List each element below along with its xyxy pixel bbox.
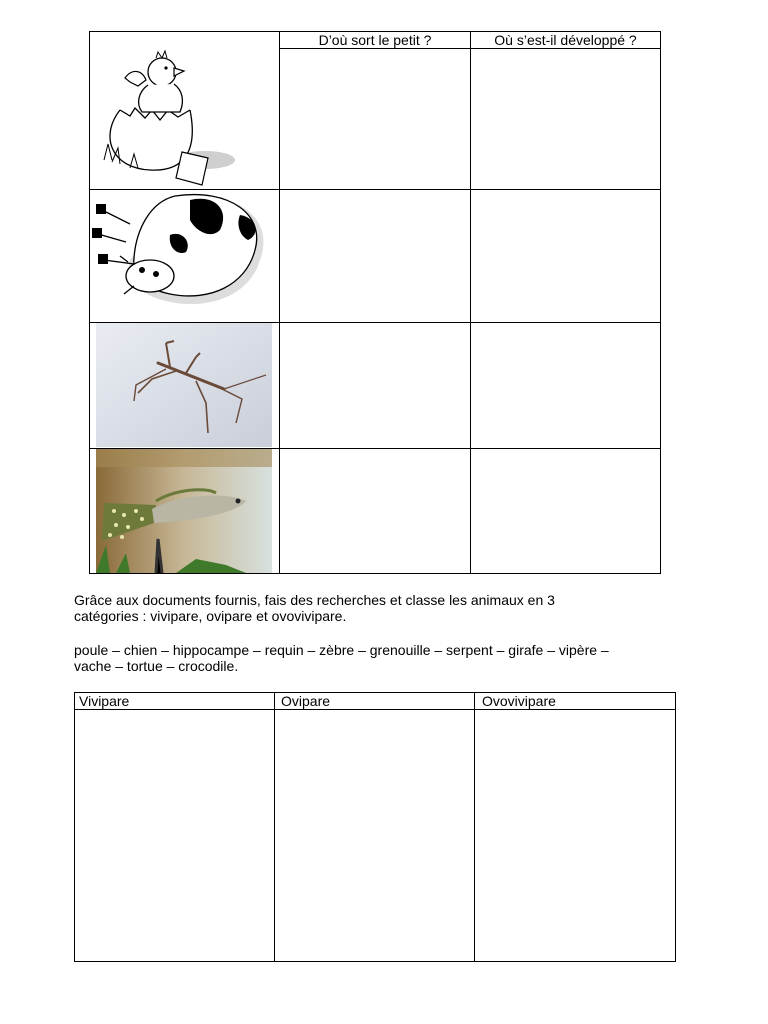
table-border (74, 692, 75, 962)
header-ovovivipare: Ovovivipare (482, 693, 556, 709)
animal-list-line-2: vache – tortue – crocodile. (74, 658, 239, 674)
cow-icon (90, 190, 279, 322)
instructions-line-2: catégories : vivipare, ovipare et ovovivipare. (74, 608, 347, 624)
table-border (74, 961, 676, 962)
header-vivipare: Vivipare (79, 693, 130, 709)
stick-insect-photo (96, 323, 272, 447)
header-ovipare: Ovipare (281, 693, 331, 709)
table-border (675, 692, 676, 962)
guppy-fish-photo (96, 449, 272, 573)
table-border (474, 692, 475, 962)
table-border (279, 31, 280, 574)
animal-list-line-1: poule – chien – hippocampe – requin – zèbre – grenouille – serpent – girafe – vipère – (74, 642, 609, 658)
chick-hatching-icon (90, 40, 279, 188)
instructions-text (74, 592, 674, 624)
header-where-baby-comes-from: D’où sort le petit ? (318, 32, 432, 48)
table-border (274, 692, 275, 962)
table-border (470, 31, 471, 574)
table-border (74, 692, 676, 693)
header-where-developed: Où s’est-il développé ? (494, 32, 637, 48)
animal-list (74, 642, 674, 674)
table-border (660, 31, 661, 574)
table-border (74, 709, 676, 710)
table-border (89, 573, 661, 574)
instructions-line-1: Grâce aux documents fournis, fais des recherches et classe les animaux en 3 (74, 592, 555, 608)
